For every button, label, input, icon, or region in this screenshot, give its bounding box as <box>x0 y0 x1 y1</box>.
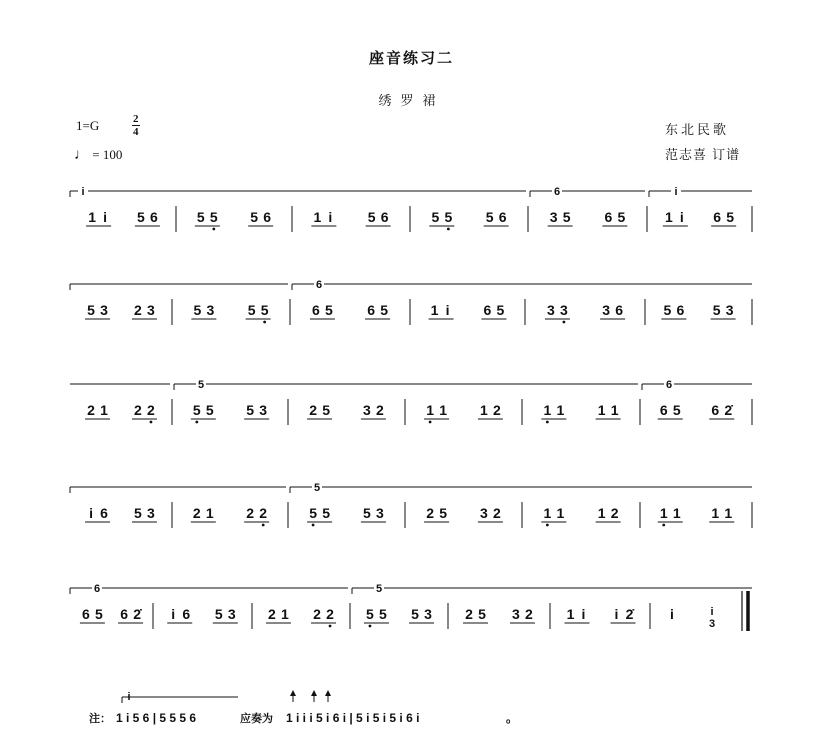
row3-m1-beat2-note2: 2 <box>147 402 155 418</box>
row3-m4-beat1-note1-low-dot <box>429 421 432 424</box>
row1-m5-beat1-note1: 3 <box>549 209 558 225</box>
note-result: 1 i i i 5 i 6 i | 5 i 5 i 5 i 6 i <box>286 711 420 725</box>
row2-m1-beat1-note2: 3 <box>100 302 108 318</box>
time-sig-bottom: 4 <box>133 126 139 138</box>
row3-volta-label-2: 5 <box>197 379 205 391</box>
row1-m4-beat2-note2: 6 <box>498 209 507 225</box>
row2-m6-beat1-note2: 6 <box>676 302 685 318</box>
row1-m1-beat1-note1: 1 <box>88 209 97 225</box>
row4-m2-beat1-note1: 2 <box>192 505 201 521</box>
row3-m5-beat2-note1: 1 <box>597 402 606 418</box>
row5-m5-beat2-note2: 2 <box>525 606 533 622</box>
source-label: 东北民歌 <box>665 123 730 138</box>
row3-m3-beat1-note2: 5 <box>322 402 330 418</box>
note-arrow-head-3 <box>325 690 331 696</box>
row3-m5-beat1-note2: 1 <box>556 402 565 418</box>
row1-m6-beat1-note1: 1 <box>664 209 673 225</box>
row1-m3-beat1-note1: 1 <box>313 209 322 225</box>
row1-m2-beat2-note2: 6 <box>263 209 272 225</box>
row1-m3-beat2-note1: 5 <box>367 209 376 225</box>
row1-m5-beat1-note2: 5 <box>562 209 571 225</box>
row1-m2-beat1-note2-low-dot <box>212 228 215 231</box>
page-title: 座音练习二 <box>368 49 454 67</box>
row2-m2-beat2-note2-low-dot <box>263 321 266 324</box>
row5-m6-beat2-note2: 2̇ <box>625 606 634 622</box>
row5-m5-beat2-note1: 3 <box>512 606 520 622</box>
row5-m1-beat2-note2: 2̇ <box>133 606 141 622</box>
row4-m6-beat1-note2: 1 <box>672 505 681 521</box>
row3-volta-label-3: 6 <box>665 379 673 391</box>
note-volta-label: i <box>127 691 131 703</box>
tempo-label: = 100 <box>92 147 123 162</box>
row1-volta-label-1: i <box>81 186 85 198</box>
row4-m5-beat1-note2: 1 <box>556 505 565 521</box>
row4-m6-beat1-note1-low-dot <box>662 524 665 527</box>
row3-m1-beat2-note1: 2 <box>134 402 142 418</box>
song-title: 绣罗裙 <box>378 94 445 109</box>
row5-m2-beat2-note2: 3 <box>227 606 236 622</box>
row2-m3-beat2-note1: 6 <box>367 302 375 318</box>
row5-m5-beat1-note2: 5 <box>478 606 486 622</box>
note-label: 注： <box>89 712 111 725</box>
final-chord-bottom: 3 <box>708 618 716 630</box>
row1-volta-label-3: i <box>674 186 678 198</box>
row3-m3-beat2-note2: 2 <box>376 402 384 418</box>
row3-m2-beat2-note2: 3 <box>259 402 268 418</box>
row2-m1-beat2-note1: 2 <box>134 302 142 318</box>
row3-m1-beat1-note2: 1 <box>100 402 108 418</box>
row3-m1-beat2-note2-low-dot <box>150 421 153 424</box>
row2-m2-beat2-note2: 5 <box>260 302 269 318</box>
row2-m4-beat2-note2: 5 <box>496 302 505 318</box>
row2-m6-beat2-note1: 5 <box>712 302 721 318</box>
row4-m5-beat2-note1: 1 <box>597 505 606 521</box>
row5-m2-beat1-note2: 6 <box>182 606 191 622</box>
row5-m3-beat1-note1: 2 <box>268 606 276 622</box>
row5-m2-beat2-note1: 5 <box>214 606 223 622</box>
note-example: 1 i 5 6 | 5 5 5 6 <box>116 711 197 725</box>
row4-m3-beat2-note1: 5 <box>363 505 371 521</box>
row5-m1-beat1-note2: 5 <box>95 606 103 622</box>
row1-m4-beat2-note1: 5 <box>485 209 494 225</box>
row1-m6-beat1-note2: i <box>679 209 684 225</box>
row1-m2-beat2-note1: 5 <box>250 209 259 225</box>
key-label: 1=G <box>76 118 100 133</box>
row4-m6-beat2-note1: 1 <box>711 505 720 521</box>
row3-m5-beat1-note1: 1 <box>543 402 552 418</box>
row4-m4-beat2-note1: 3 <box>480 505 488 521</box>
row4-m5-beat1-note1-low-dot <box>546 524 549 527</box>
row3-m3-beat2-note1: 3 <box>363 402 371 418</box>
row4-m1-beat1-note2: 6 <box>100 505 108 521</box>
time-sig-top: 2 <box>133 113 139 125</box>
row2-m2-beat1-note1: 5 <box>193 302 202 318</box>
final-note: i <box>670 606 674 622</box>
row4-volta-label-2: 5 <box>313 482 321 494</box>
row4-m2-beat2-note2-low-dot <box>262 524 265 527</box>
row3-m2-beat1-note2: 5 <box>205 402 214 418</box>
row5-volta-label-1: 6 <box>93 583 101 595</box>
row5-m3-beat2-note1: 2 <box>313 606 321 622</box>
row3-m6-beat2-note1: 6 <box>711 402 720 418</box>
row1-m5-beat2-note1: 6 <box>604 209 613 225</box>
row1-m2-beat1-note2: 5 <box>209 209 218 225</box>
row4-m5-beat1-note1: 1 <box>543 505 552 521</box>
row5-m4-beat1-note1-low-dot <box>369 625 372 628</box>
row4-m2-beat2-note2: 2 <box>259 505 268 521</box>
row1-m4-beat1-note2: 5 <box>444 209 453 225</box>
row5-m4-beat1-note1: 5 <box>366 606 374 622</box>
row1-m3-beat1-note2: i <box>328 209 333 225</box>
row5-m3-beat2-note2-low-dot <box>329 625 332 628</box>
row2-m2-beat1-note2: 3 <box>206 302 215 318</box>
quarter-note-icon: ♩ <box>74 147 89 163</box>
note-instead-label: 应奏为 <box>240 712 273 725</box>
row2-m5-beat1-note2: 3 <box>560 302 568 318</box>
row1-m5-beat2-note2: 5 <box>617 209 626 225</box>
row1-m6-beat2-note1: 6 <box>713 209 722 225</box>
row3-m2-beat1-note1-low-dot <box>195 421 198 424</box>
row2-m5-beat1-note2-low-dot <box>563 321 566 324</box>
row3-m6-beat1-note1: 6 <box>659 402 668 418</box>
row5-m1-beat2-note1: 6 <box>120 606 128 622</box>
final-chord-top: i <box>710 606 714 618</box>
row3-m5-beat2-note2: 1 <box>610 402 619 418</box>
row3-m4-beat2-note1: 1 <box>480 402 488 418</box>
row5-m6-beat1-note1: 1 <box>566 606 575 622</box>
row4-m2-beat2-note1: 2 <box>246 505 255 521</box>
row5-m4-beat1-note2: 5 <box>379 606 387 622</box>
row5-volta-label-2: 5 <box>375 583 383 595</box>
row3-m3-beat1-note1: 2 <box>309 402 317 418</box>
row4-m4-beat1-note2: 5 <box>439 505 447 521</box>
row2-m3-beat2-note2: 5 <box>380 302 388 318</box>
row2-m5-beat2-note1: 3 <box>602 302 610 318</box>
row4-m2-beat1-note2: 1 <box>205 505 214 521</box>
row5-m2-beat1-note1: i <box>171 606 176 622</box>
note-end-mark: 。 <box>506 711 519 725</box>
row4-m3-beat2-note2: 3 <box>376 505 384 521</box>
row1-m1-beat2-note2: 6 <box>149 209 158 225</box>
row3-m2-beat1-note1: 5 <box>192 402 201 418</box>
row3-m2-beat2-note1: 5 <box>246 402 255 418</box>
row5-m6-beat1-note2: i <box>581 606 586 622</box>
row5-m4-beat2-note2: 3 <box>424 606 432 622</box>
row4-m1-beat2-note2: 3 <box>147 505 155 521</box>
row2-m6-beat1-note1: 5 <box>663 302 672 318</box>
row1-m1-beat2-note1: 5 <box>136 209 145 225</box>
row4-m3-beat1-note1: 5 <box>309 505 317 521</box>
row4-m4-beat2-note2: 2 <box>493 505 501 521</box>
row2-m4-beat1-note1: 1 <box>430 302 439 318</box>
row4-m3-beat1-note2: 5 <box>322 505 330 521</box>
row2-volta-label-2: 6 <box>315 279 323 291</box>
row2-m6-beat2-note2: 3 <box>725 302 734 318</box>
row3-m5-beat1-note1-low-dot <box>546 421 549 424</box>
row3-m4-beat1-note1: 1 <box>426 402 434 418</box>
row4-m6-beat2-note2: 1 <box>724 505 733 521</box>
row1-m3-beat2-note2: 6 <box>380 209 389 225</box>
row5-m1-beat1-note1: 6 <box>82 606 90 622</box>
row2-m5-beat1-note1: 3 <box>547 302 555 318</box>
row2-m4-beat1-note2: i <box>445 302 450 318</box>
row1-m6-beat2-note2: 5 <box>726 209 735 225</box>
row3-m4-beat2-note2: 2 <box>493 402 501 418</box>
row2-m3-beat1-note2: 5 <box>325 302 333 318</box>
row4-m4-beat1-note1: 2 <box>426 505 434 521</box>
row5-m3-beat2-note2: 2 <box>326 606 334 622</box>
row5-m3-beat1-note2: 1 <box>281 606 289 622</box>
row2-m1-beat1-note1: 5 <box>87 302 95 318</box>
row4-m3-beat1-note1-low-dot <box>312 524 315 527</box>
row3-m6-beat1-note2: 5 <box>672 402 681 418</box>
note-arrow-head-2 <box>311 690 317 696</box>
row1-m1-beat1-note2: i <box>103 209 108 225</box>
row4-m1-beat2-note1: 5 <box>134 505 142 521</box>
row3-m1-beat1-note1: 2 <box>87 402 95 418</box>
row2-m1-beat2-note2: 3 <box>147 302 155 318</box>
note-arrow-head-1 <box>290 690 296 696</box>
row2-m5-beat2-note2: 6 <box>615 302 623 318</box>
row5-m6-beat2-note1: i <box>614 606 619 622</box>
row4-m1-beat1-note1: i <box>89 505 93 521</box>
row2-m3-beat1-note1: 6 <box>312 302 320 318</box>
row5-m5-beat1-note1: 2 <box>465 606 473 622</box>
row2-m2-beat2-note1: 5 <box>247 302 256 318</box>
row5-m4-beat2-note1: 5 <box>411 606 419 622</box>
row4-m5-beat2-note2: 2 <box>610 505 619 521</box>
row4-m6-beat1-note1: 1 <box>659 505 668 521</box>
row1-m4-beat1-note1: 5 <box>431 209 440 225</box>
row1-volta-label-2: 6 <box>553 186 561 198</box>
row1-m4-beat1-note2-low-dot <box>447 228 450 231</box>
arranger-label: 范志喜 订谱 <box>665 148 741 163</box>
row3-m4-beat1-note2: 1 <box>439 402 447 418</box>
row2-m4-beat2-note1: 6 <box>483 302 492 318</box>
row3-m6-beat2-note2: 2̇ <box>724 402 733 418</box>
row1-m2-beat1-note1: 5 <box>196 209 205 225</box>
